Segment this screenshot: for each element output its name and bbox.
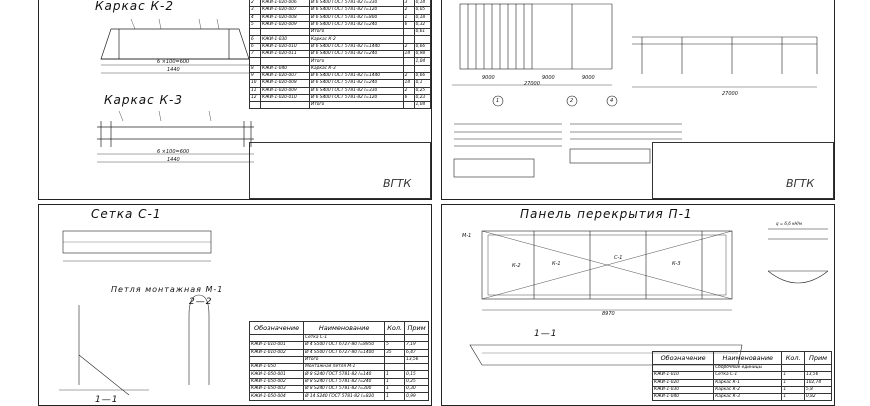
spec-cell: 0,30 xyxy=(405,386,429,393)
spec-cell: 1,04 xyxy=(414,58,430,65)
spec-cell xyxy=(414,65,430,72)
panel-mark-k1: К-1 xyxy=(552,261,561,267)
spec-cell: 13,56 xyxy=(805,372,832,379)
spec-cell: 14 xyxy=(403,80,414,87)
spec-row xyxy=(250,94,431,101)
spec-row xyxy=(250,43,431,50)
spec-cell: 6 xyxy=(250,36,261,43)
spec-cell: Ø 6 S400 ГОСТ 5781-82 l=800 xyxy=(310,14,404,21)
spec-cell: 0,61 xyxy=(414,29,430,36)
spec-cell: 0,98 xyxy=(414,51,430,58)
k3-total-dim: 1440 xyxy=(167,157,180,163)
spec-header-cell: Обозначение xyxy=(250,322,304,335)
spec-cell xyxy=(405,364,429,371)
spec-cell: Каркас К-1 xyxy=(714,379,782,386)
title-frame-k3: Каркас К-3 xyxy=(104,93,183,107)
plan-span-3: 9000 xyxy=(582,75,595,81)
spec-row xyxy=(653,372,832,379)
spec-cell: 2 xyxy=(250,0,261,7)
spec-row xyxy=(250,335,429,342)
spec-cell: КЖИ-1-020-010 xyxy=(261,94,310,101)
spec-row xyxy=(250,80,431,87)
spec-cell: Ø 6 S400 ГОСТ 5781-82 l=240 xyxy=(310,80,404,87)
spec-row xyxy=(250,378,429,385)
plan-span-2: 9000 xyxy=(542,75,555,81)
spec-cell: Ø 6 S400 ГОСТ 5781-82 l=330 xyxy=(310,87,404,94)
spec-cell: КЖИ-1-020-006 xyxy=(261,0,310,7)
spec-cell: КЖИ-1-020-011 xyxy=(261,51,310,58)
spec-cell: 35 xyxy=(385,349,405,356)
spec-cell: КЖИ-1-030 xyxy=(261,36,310,43)
spec-cell xyxy=(403,29,414,36)
spec-cell: 0,23 xyxy=(414,94,430,101)
spec-row xyxy=(250,87,431,94)
spec-cell: 10 xyxy=(250,80,261,87)
spec-cell: КЖИ-1-010-002 xyxy=(250,349,304,356)
drawing-sheet-grid xyxy=(38,204,432,406)
spec-cell: КЖИ-1-010-001 xyxy=(250,342,304,349)
spec-cell: Ø 6 S400 ГОСТ 5781-82 l=240 xyxy=(310,21,404,28)
spec-cell xyxy=(403,102,414,109)
spec-cell: 8 xyxy=(250,65,261,72)
k2-span-dim: 6 ×100=600 xyxy=(157,59,190,65)
title-frame-k2: Каркас К-2 xyxy=(95,0,174,13)
spec-cell: 0,32 xyxy=(414,21,430,28)
spec-cell: Ø 6 S400 ГОСТ 5781-82 l=120 xyxy=(310,94,404,101)
spec-cell: Ø 4 S500 ГОСТ 6727-80 l=8950 xyxy=(304,342,385,349)
title-block xyxy=(249,142,431,199)
spec-cell: 0,66 xyxy=(414,72,430,79)
spec-cell: 1 xyxy=(782,372,805,379)
spec-cell: КЖИ-1-050-003 xyxy=(250,386,304,393)
spec-row xyxy=(250,36,431,43)
spec-cell: Итого xyxy=(310,29,404,36)
spec-cell xyxy=(250,102,261,109)
spec-row xyxy=(250,349,429,356)
panel-mark-k2: К-2 xyxy=(512,263,521,269)
spec-cell xyxy=(250,58,261,65)
spec-header-cell: Прим xyxy=(805,352,832,365)
spec-cell: 2 xyxy=(403,87,414,94)
spec-cell: 1 xyxy=(782,379,805,386)
spec-cell: 0,25 xyxy=(405,378,429,385)
spec-cell: Каркас К-3 xyxy=(714,394,782,401)
spec-cell: 13,56 xyxy=(405,356,429,363)
spec-row xyxy=(250,102,431,109)
spec-cell xyxy=(403,65,414,72)
spec-cell: Итого xyxy=(304,356,385,363)
spec-cell: 1 xyxy=(385,371,405,378)
spec-cell: Ø 6 S400 ГОСТ 5781-82 l=330 xyxy=(310,0,404,7)
spec-cell: 6 xyxy=(250,43,261,50)
spec-cell: 1 xyxy=(782,394,805,401)
title-block xyxy=(652,142,834,199)
elevation-total: 27000 xyxy=(722,91,738,97)
spec-cell: КЖИ-1-010 xyxy=(653,372,714,379)
spec-cell: 0,1 xyxy=(414,80,430,87)
spec-cell: 0,14 xyxy=(414,0,430,7)
spec-header-cell: Кол. xyxy=(782,352,805,365)
spec-table-frames xyxy=(249,0,431,109)
spec-cell: Сетка С-1 xyxy=(714,372,782,379)
spec-cell xyxy=(782,365,805,372)
section-1-1-panel: 1—1 xyxy=(534,329,558,339)
stamp-text: ВГТК xyxy=(786,177,815,190)
spec-cell xyxy=(403,36,414,43)
spec-cell: Каркас К-2 xyxy=(714,386,782,393)
spec-cell: 0,15 xyxy=(405,371,429,378)
section-2-2: 2—2 xyxy=(189,297,213,307)
spec-cell: Ø 6 S400 ГОСТ 5781-82 l=1440 xyxy=(310,72,404,79)
spec-cell: Монтажная петля М-1 xyxy=(304,364,385,371)
spec-cell: 5 xyxy=(250,21,261,28)
spec-cell: 2 xyxy=(403,72,414,79)
spec-row xyxy=(250,21,431,28)
spec-cell: КЖИ-1-050-004 xyxy=(250,393,304,400)
spec-cell: 0,82 xyxy=(805,394,832,401)
spec-cell: КЖИ-1-030 xyxy=(653,386,714,393)
title-grid-c1: Сетка С-1 xyxy=(91,207,162,221)
spec-cell: Каркас К-3 xyxy=(310,65,404,72)
spec-cell xyxy=(250,29,261,36)
spec-cell: 11 xyxy=(250,87,261,94)
spec-cell: Итого xyxy=(310,58,404,65)
stamp-text: ВГТК xyxy=(383,177,412,190)
spec-cell: Ø 8 S240 ГОСТ 5781-82 l=240 xyxy=(304,378,385,385)
spec-cell: 5 xyxy=(385,342,405,349)
spec-cell: КЖИ-1-020-007 xyxy=(261,72,310,79)
spec-cell xyxy=(805,365,832,372)
spec-cell: КЖИ-1-020-009 xyxy=(261,87,310,94)
spec-row xyxy=(250,393,429,400)
spec-cell: КЖИ-1-050 xyxy=(250,364,304,371)
spec-cell: 14 xyxy=(403,51,414,58)
spec-row xyxy=(250,356,429,363)
spec-row xyxy=(250,342,429,349)
spec-cell: 4 xyxy=(250,14,261,21)
spec-row xyxy=(250,29,431,36)
spec-cell: 102,74 xyxy=(805,379,832,386)
spec-cell: Ø 6 S400 ГОСТ 5781-82 l=240 xyxy=(310,51,404,58)
spec-header-cell: Обозначение xyxy=(653,352,714,365)
spec-cell: Итого xyxy=(310,102,404,109)
spec-cell: КЖИ-1-020-009 xyxy=(261,21,310,28)
spec-cell xyxy=(405,335,429,342)
title-loop-m1: Петля монтажная М-1 xyxy=(111,285,224,294)
spec-cell: 0,99 xyxy=(405,393,429,400)
spec-row xyxy=(250,65,431,72)
spec-cell: Каркас К-2 xyxy=(310,36,404,43)
spec-row xyxy=(250,14,431,21)
spec-cell xyxy=(414,36,430,43)
spec-cell: КЖИ-1-040 xyxy=(261,65,310,72)
plan-total: 27000 xyxy=(524,81,540,87)
panel-mark-k3: К-3 xyxy=(672,261,681,267)
spec-cell: 7 xyxy=(250,51,261,58)
spec-cell: 2 xyxy=(403,43,414,50)
spec-cell: Ø 8 S240 ГОСТ 5781-82 l=300 xyxy=(304,386,385,393)
spec-row xyxy=(250,0,431,7)
spec-row xyxy=(250,371,429,378)
panel-mark-c1: С-1 xyxy=(614,255,623,261)
spec-cell xyxy=(261,29,310,36)
spec-cell: 1 xyxy=(385,393,405,400)
spec-header-cell: Прим xyxy=(405,322,429,335)
spec-cell: Ø 14 S240 ГОСТ 5781-82 l=820 xyxy=(304,393,385,400)
axis-1: 1 xyxy=(496,98,500,104)
spec-cell: 3 xyxy=(403,0,414,7)
spec-cell: 9 xyxy=(250,72,261,79)
k2-total-dim: 1440 xyxy=(167,67,180,73)
spec-cell: 2 xyxy=(403,7,414,14)
spec-cell: Ø 6 S400 ГОСТ 5781-82 l=1440 xyxy=(310,43,404,50)
spec-row xyxy=(250,364,429,371)
spec-header-cell: Кол. xyxy=(385,322,405,335)
plan-span-1: 9000 xyxy=(482,75,495,81)
spec-cell xyxy=(385,364,405,371)
spec-cell: КЖИ-1-020-007 xyxy=(261,7,310,14)
drawing-sheet-frames xyxy=(38,0,432,200)
drawing-sheet-panel xyxy=(441,204,835,406)
spec-cell: 0,18 xyxy=(414,14,430,21)
spec-cell: Ø 6 S400 ГОСТ 5781-82 l=120 xyxy=(310,7,404,14)
spec-cell xyxy=(261,102,310,109)
spec-cell: КЖИ-1-040 xyxy=(653,394,714,401)
spec-row xyxy=(653,379,832,386)
axis-4: 4 xyxy=(610,98,614,104)
spec-cell xyxy=(250,335,304,342)
spec-cell xyxy=(385,356,405,363)
spec-cell: 5,8 xyxy=(805,386,832,393)
section-1-1: 1—1 xyxy=(95,395,119,405)
spec-cell: 0,66 xyxy=(414,43,430,50)
spec-cell: 3 xyxy=(250,7,261,14)
spec-header-row xyxy=(250,322,429,335)
spec-cell: 7,19 xyxy=(405,342,429,349)
spec-cell: 1,04 xyxy=(414,102,430,109)
k3-span-dim: 6 ×100=600 xyxy=(157,149,190,155)
spec-cell: 1 xyxy=(403,14,414,21)
spec-cell: Сетка С-1 xyxy=(304,335,385,342)
spec-cell: 6 xyxy=(403,94,414,101)
spec-table-panel xyxy=(652,351,832,401)
spec-cell: КЖИ-1-050-002 xyxy=(250,378,304,385)
spec-row xyxy=(250,72,431,79)
spec-cell: 1 xyxy=(385,378,405,385)
spec-header-row xyxy=(653,352,832,365)
spec-cell xyxy=(403,58,414,65)
spec-cell: КЖИ-1-020-008 xyxy=(261,80,310,87)
spec-table-grid xyxy=(249,321,429,401)
spec-cell: Ø 4 S500 ГОСТ 6727-80 l=1400 xyxy=(304,349,385,356)
spec-cell: КЖИ-1-020 xyxy=(653,379,714,386)
spec-row xyxy=(653,365,832,372)
spec-row xyxy=(653,386,832,393)
panel-mark-m1: М-1 xyxy=(462,233,472,239)
spec-cell: КЖИ-1-020-008 xyxy=(261,14,310,21)
spec-cell xyxy=(653,365,714,372)
spec-cell: КЖИ-1-020-010 xyxy=(261,43,310,50)
title-panel-p1: Панель перекрытия П-1 xyxy=(520,207,693,221)
axis-2: 2 xyxy=(570,98,574,104)
spec-header-cell: Наименование xyxy=(714,352,782,365)
spec-cell: Ø 8 S240 ГОСТ 5781-82 l=140 xyxy=(304,371,385,378)
load-label: q = 6,6 кН/м xyxy=(776,221,802,226)
spec-header-cell: Наименование xyxy=(304,322,385,335)
spec-cell: 12 xyxy=(250,94,261,101)
spec-cell: 1 xyxy=(385,386,405,393)
spec-row xyxy=(250,51,431,58)
spec-cell: Сборочные единицы xyxy=(714,365,782,372)
spec-cell: 6 xyxy=(403,21,414,28)
spec-cell xyxy=(261,58,310,65)
spec-cell: 6,47 xyxy=(405,349,429,356)
spec-row xyxy=(250,386,429,393)
spec-cell xyxy=(385,335,405,342)
spec-row xyxy=(250,58,431,65)
spec-row xyxy=(250,7,431,14)
spec-cell: 1 xyxy=(782,386,805,393)
drawing-sheet-plan xyxy=(441,0,835,200)
spec-cell: КЖИ-1-050-001 xyxy=(250,371,304,378)
panel-total-dim: 8970 xyxy=(602,311,615,317)
spec-cell: 0,25 xyxy=(414,87,430,94)
spec-cell: 0,05 xyxy=(414,7,430,14)
spec-cell xyxy=(250,356,304,363)
